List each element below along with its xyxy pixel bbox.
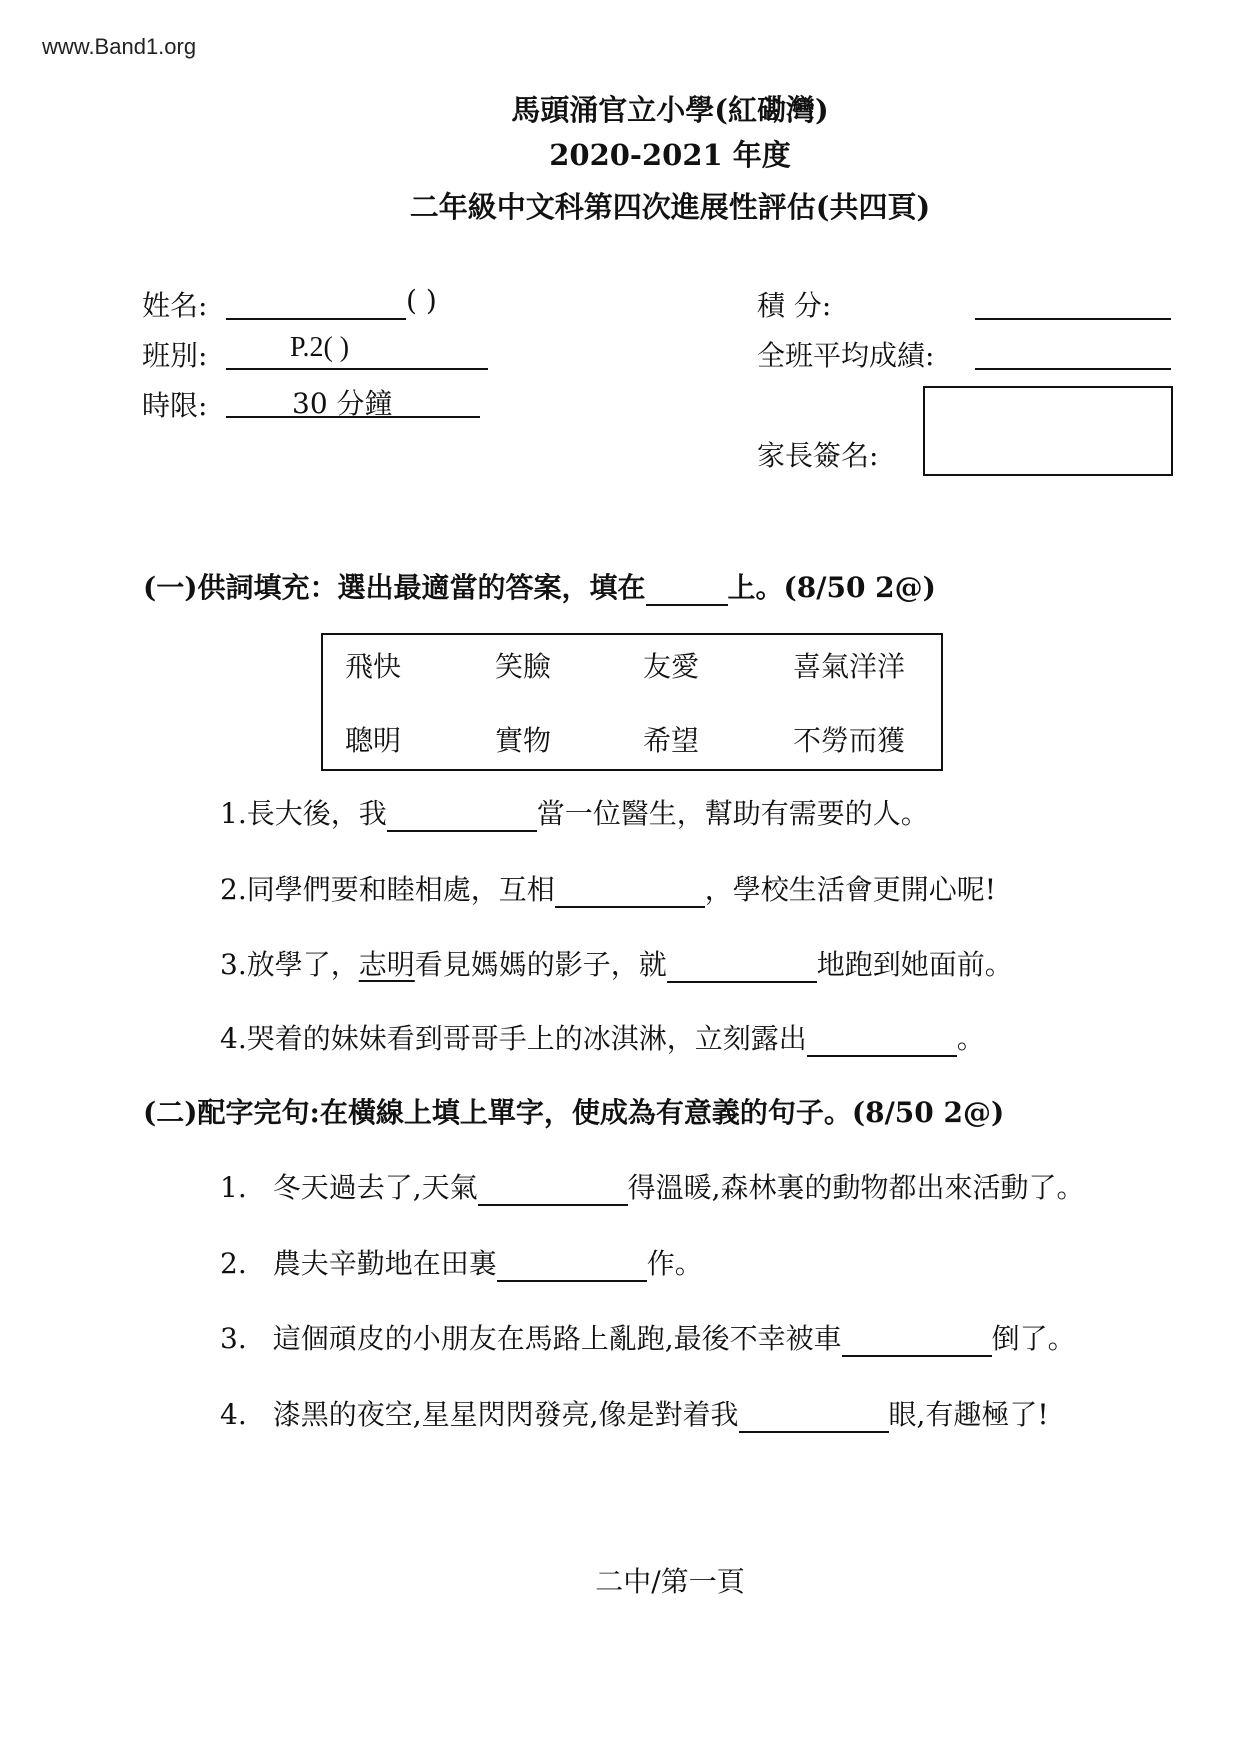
question-text: 同學們要和睦相處，互相 [246, 873, 555, 906]
answer-blank[interactable] [842, 1325, 992, 1357]
word-bank-item: 友愛 [643, 650, 700, 683]
answer-blank[interactable] [667, 951, 817, 983]
question-number: 2. [220, 873, 247, 906]
question-text: 地跑到她面前。 [816, 948, 1013, 981]
question-text: 這個頑皮的小朋友在馬路上亂跑,最後不幸被車 [272, 1322, 842, 1355]
word-bank-box [321, 633, 943, 771]
question [220, 1017, 985, 1057]
name-field[interactable] [226, 318, 406, 320]
answer-blank[interactable] [497, 1250, 647, 1282]
time-value: 30 分鐘 [292, 387, 393, 420]
section2-heading: (二)配字完句:在橫線上填上單字，使成為有意義的句子。(8/50 2@) [143, 1096, 1005, 1129]
question [220, 792, 929, 832]
exam-title: 二年級中文科第四次進展性評估(共四頁) [409, 190, 931, 224]
class-value: P.2( ) [290, 332, 350, 363]
parent-sign-label: 家長簽名: [757, 439, 879, 472]
answer-blank[interactable] [387, 800, 537, 832]
answer-blank[interactable] [739, 1401, 889, 1433]
question-number: 4. [220, 1022, 247, 1055]
question-text: 哭着的妹妹看到哥哥手上的冰淇淋，立刻露出 [246, 1022, 807, 1055]
question [220, 1242, 703, 1282]
class-field[interactable] [226, 368, 488, 370]
question-text: 眼,有趣極了! [888, 1398, 1049, 1431]
question-number: 3. [220, 948, 247, 981]
question-text: 倒了。 [991, 1322, 1076, 1355]
question-text: 得溫暖,森林裏的動物都出來活動了。 [627, 1171, 1085, 1204]
page-footer: 二中/第一頁 [595, 1565, 745, 1598]
question-text: 看見媽媽的影子，就 [414, 948, 667, 981]
answer-blank[interactable] [478, 1174, 628, 1206]
question [220, 1166, 1085, 1206]
name-label: 姓名: [142, 289, 208, 322]
parent-signature-box[interactable] [923, 386, 1173, 476]
watermark: www.Band1.org [42, 34, 197, 59]
score-field[interactable] [975, 318, 1171, 320]
question-text: 漆黑的夜空,星星閃閃發亮,像是對着我 [272, 1398, 739, 1431]
word-bank-item: 笑臉 [495, 650, 552, 683]
section1-heading-marks: 上。(8/50 2@) [727, 571, 936, 604]
question-number: 3. [220, 1322, 247, 1355]
question-text: 作。 [646, 1247, 703, 1280]
question-number: 1. [220, 797, 247, 830]
question [220, 943, 1013, 983]
word-bank-item: 希望 [643, 724, 700, 757]
word-bank-item: 聰明 [345, 724, 402, 757]
heading-blank [646, 574, 728, 606]
question-text: 長大後，我 [246, 797, 387, 830]
question-text: 冬天過去了,天氣 [272, 1171, 478, 1204]
average-label: 全班平均成績: [757, 339, 935, 372]
question [220, 868, 996, 908]
question-number: 4. [220, 1398, 247, 1431]
word-bank-item: 不勞而獲 [793, 724, 906, 757]
school-name: 馬頭涌官立小學(紅磡灣) [511, 93, 829, 127]
section1-heading-text: (一)供詞填充：選出最適當的答案，填在 [143, 571, 646, 604]
word-bank-item: 喜氣洋洋 [793, 650, 906, 683]
question-text: 當一位醫生，幫助有需要的人。 [536, 797, 929, 830]
average-field[interactable] [975, 368, 1171, 370]
time-label: 時限: [142, 389, 208, 422]
class-number-paren: ( ) [406, 284, 437, 317]
word-bank-item: 飛快 [345, 650, 402, 683]
score-label: 積 分: [757, 289, 832, 322]
question-text: ，學校生活會更開心呢! [704, 873, 996, 906]
answer-blank[interactable] [807, 1025, 957, 1057]
proper-name: 志明 [358, 948, 415, 981]
question-number: 1. [220, 1171, 247, 1204]
answer-blank[interactable] [555, 876, 705, 908]
school-year: 2020-2021 年度 [549, 138, 791, 172]
question-text: 。 [956, 1022, 985, 1055]
question-text: 放學了， [246, 948, 359, 981]
question [220, 1393, 1049, 1433]
section1-heading [143, 566, 936, 606]
word-bank-item: 實物 [495, 724, 552, 757]
question-number: 2. [220, 1247, 247, 1280]
question-text: 農夫辛勤地在田裏 [272, 1247, 497, 1280]
question [220, 1317, 1076, 1357]
class-label: 班別: [142, 339, 208, 372]
